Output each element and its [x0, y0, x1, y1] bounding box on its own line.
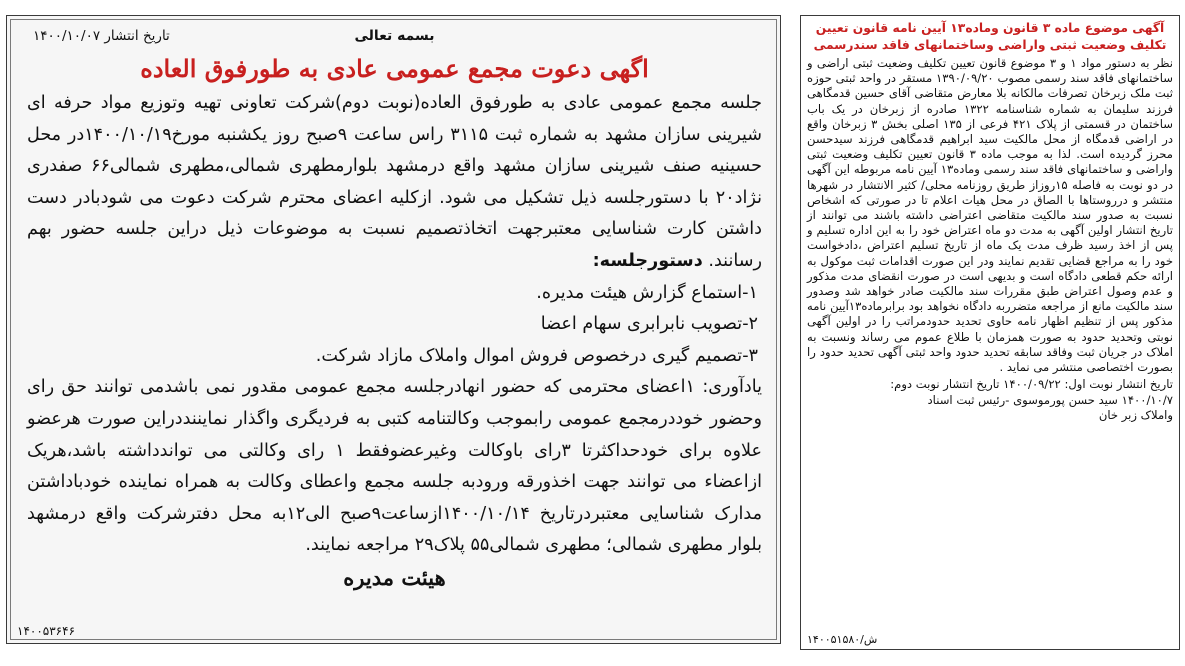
registration-notice — [800, 15, 1180, 650]
signature: هیئت مدیره — [343, 564, 446, 590]
notice-intro — [27, 88, 762, 278]
agenda-item-1: ۱-استماع گزارش هیئت مدیره. — [536, 282, 758, 303]
registration-footer — [807, 377, 1173, 424]
reminder-paragraph: یادآوری: ۱اعضای محترمی که حضور انهادرجلسه مجمع عمومی مقدور نمی باشدمی توانند حق رای وحضور خوددرمجمع عمومی رابموجب وکالتنامه کتبی به فردیگری واگذار نمایننددراین صورت هرعضو علاوه برای خودحداکثرتا ۳رای باوکالت وغیرعضوفقط ۱ رای وکالتی می تواندداشته باشد،هریک ازاعضاء می توانند جهت اخذورقه ورودبه جلسه مجمع واعطای وکالت به همراه نماینده خودباداشتن مدارک شناسایی معتبردرتاریخ ۱۴۰۰/۱۰/۱۴ازساعت۹صبح الی۱۲به محل دفترشرکت واقع درمشهد بلوار مطهری شمالی؛ مطهری شمالی۵۵ پلاک۲۹ مراجعه نمایند. — [27, 377, 763, 556]
agenda-item-3: ۳-تصمیم گیری درخصوص فروش اموال واملاک مازاد شرکت. — [315, 345, 758, 366]
footer-line-1: تاریخ انتشار نوبت اول: ۱۴۰۰/۰۹/۲۲ تاریخ انتشار نوبت دوم: — [890, 377, 1173, 392]
agenda-item-2: ۲-تصویب نابرابری سهام اعضا — [540, 314, 758, 335]
notice-title: اگهی دعوت مجمع عمومی عادی به طورفوق العاده — [140, 54, 649, 83]
invitation-notice-inner — [10, 19, 777, 640]
publish-date: تاریخ انتشار ۱۴۰۰/۱۰/۰۷ — [33, 28, 170, 44]
intro-paragraph: جلسه مجمع عمومی عادی به طورفوق العاده(نوبت دوم)شرکت تعاونی تهیه وتوزیع مواد حرفه ای شیرینی سازان مشهد به شماره ثبت ۳۱۱۵ راس ساعت ۹صبح روز یکشنبه مورخ۱۴۰۰/۱۰/۱۹در محل حسینیه صنف شیرینی سازان مشهد واقع درمشهد بلوارمطهری شمالی،مطهری شمالی۶۶ صفدری نژاد۲۰ با دستورجلسه ذیل تشکیل می شود. ازکلیه اعضای محترم شرکت دعوت می شودبادر دست داشتن کارت شناسایی معتبرجهت اتخاذتصمیم نسبت به موضوعات ذیل دراین جلسه حضور بهم رسانند. — [27, 93, 763, 271]
footer-line-2: ۱۴۰۰/۱۰/۷ سید حسن پورموسوی -رئیس ثبت اسناد — [927, 392, 1173, 407]
footer-line-3: واملاک زبر خان — [1098, 408, 1173, 423]
notice-code: ۱۴۰۰۵۳۶۴۶ — [17, 624, 76, 638]
notice-header-row — [27, 26, 762, 50]
registration-body: نظر به دستور مواد ۱ و ۳ موضوع قانون تعیین تکلیف وضعیت ثبتی اراضی و ساختمانهای فاقد سند رسمی مصوب ۱۳۹۰/۰۹/۲۰ مستقر در واحد ثبتی حوزه ثبت ملک زبرخان تصرفات مالکانه بلا معارض متقاضی آقای حسین قدمگاهی فرزند سلیمان به شماره شناسنامه ۱۳۲۲ صادره از زبرخان در یک باب ساختمان در قسمتی از پلاک ۴۲۱ فرعی از ۱۳۵ اصلی بخش ۳ زبرخان واقع در اراضی قدمگاه از محل مالکیت سید ابراهیم قدمگاهی فرزند سیدحسن محرز گردیده است. لذا به موجب ماده ۳ قانون تعیین تکلیف وضعیت ثبتی واراضی و ساختمانهای فاقد سند رسمی وماده۱۳ آیین نامه مربوطه این آگهی در دو نوبت به فاصله ۱۵روزاز طریق روزنامه محلی/ کثیر الانتشار در شهرها منتشر و درروستاها با الصاق در محل هیات اعلام تا در صورتی که اشخاص نسبت به صدور سند مالکیت متقاضی اعتراضی داشته باشند می توانند از تاریخ انتشار اولین آگهی به مدت دو ماه اعتراض خود را به این اداره تسلیم و پس از اخذ رسید ظرف مدت یک ماه از تاریخ تسلیم اعتراض ،دادخواست خود را به مراجع قضایی تقدیم نمایند ودر این صورت اقدامات ثبت موکول به ارائه حکم قطعی دادگاه است و بدیهی است در صورت انقضای مدت مذکور و عدم وصول اعتراض طبق مقررات سند مالکیت صادر خواهد شد وصدور سند مالکیت مانع از مراجعه متضرربه دادگاه نخواهد بود برابرماده۱۳آیین نامه مذکور پس از تنظیم اظهار نامه حاوی تحدید حدودمراتب را در اولین آگهی نوبتی وتحدید حدود به صورت همزمان با طلاع عموم می رساند ونسبت به املاک در جریان ثبت وفاقد سابقه تحدید حدود واحد ثبتی آگهی تحدید حدود را بصورت اختصاصی منتشر می نماید . — [807, 56, 1174, 375]
basmala: بسمه تعالی — [354, 28, 435, 44]
registration-title: آگهی موضوع ماده ۳ قانون وماده۱۳ آیین نامه قانون تعیین تکلیف وضعیت ثبتی واراضی وساختمانهای فاقد سندرسمی — [813, 21, 1167, 52]
invitation-notice — [6, 15, 781, 644]
registration-code: ۱۴۰۰۵۱۵۸۰/ش — [807, 633, 878, 646]
agenda-heading: دستورجلسه: — [592, 250, 703, 271]
